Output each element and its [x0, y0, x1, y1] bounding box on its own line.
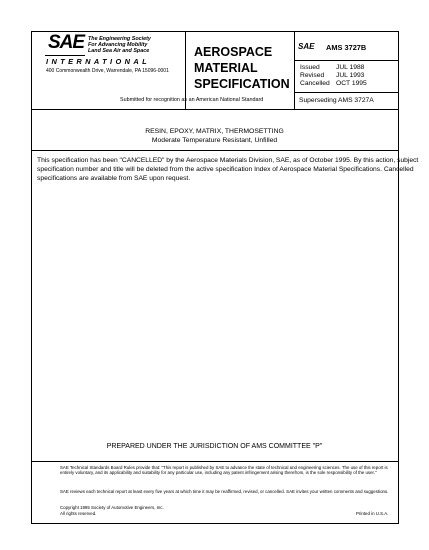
sae-address: 400 Commonwealth Drive, Warrendale, PA 15096-0001	[46, 68, 169, 74]
printed-in: Printed in U.S.A.	[356, 511, 389, 516]
tagline-2: For Advancing Mobility	[88, 42, 148, 48]
spec-title-line-2: Moderate Temperature Resistant, Unfilled	[151, 137, 278, 144]
spec-number-rule	[294, 60, 399, 61]
submitted-note: Submitted for recognition as an American National Standard	[120, 97, 264, 103]
issued-date: JUL 1988	[336, 64, 365, 71]
title-bottom-rule	[31, 150, 399, 151]
tagline-1: The Engineering Society	[88, 36, 151, 42]
spec-title-line-1: RESIN, EPOXY, MATRIX, THERMOSETTING	[145, 128, 284, 135]
doc-type-line-2: MATERIAL	[194, 61, 258, 75]
copyright-line-2: All rights reserved.	[60, 511, 97, 516]
tagline-3: Land Sea Air and Space	[88, 48, 150, 54]
small-sae-logo: SAE	[298, 42, 315, 51]
header-divider-right	[294, 31, 295, 109]
cancelled-label: Cancelled	[300, 80, 330, 87]
revised-date: JUL 1993	[336, 72, 365, 79]
international-label: INTERNATIONAL	[46, 57, 151, 66]
spec-number: AMS 3727B	[326, 43, 367, 52]
fine-print-review: SAE reviews each technical report at least every five years at which time it may be reaffirmed, revised, or cancelled. SAE invites your written comments and suggestions.	[60, 489, 389, 494]
fine-print-rules: SAE Technical Standards Board Rules provide that: "This report is published by SAE to advance the state of technical and engineering sciences. The use of this report is entirely voluntary, and its applicability and suitability for any particular use, including any patent infringement arising therefrom, is the sole responsibility of the user."	[60, 465, 388, 476]
jurisdiction-statement: PREPARED UNDER THE JURISDICTION OF AMS COMMITTEE "P"	[106, 443, 323, 450]
copyright-line-1: Copyright 1995 Society of Automotive Engineers, Inc.	[60, 505, 164, 510]
header-bottom-rule	[31, 109, 399, 110]
cancellation-paragraph: This specification has been "CANCELLED" by the Aerospace Materials Division, SAE, as of October 1995. By this action, subject specification number and title will be deleted from the active specification Index of Aerospace Material Specifications. Cancelled specifications are available from SAE upon request.	[37, 157, 419, 182]
doc-type-line-3: SPECIFICATION	[194, 77, 290, 91]
cancelled-date: OCT 1995	[336, 80, 367, 87]
sae-logo: SAE	[48, 32, 85, 53]
doc-type-line-1: AEROSPACE	[194, 45, 273, 59]
superseding-note: Superseding AMS 3727A	[299, 97, 374, 104]
logo-rule	[45, 55, 85, 56]
revised-label: Revised	[300, 72, 325, 79]
issued-label: Issued	[300, 64, 320, 71]
footer-top-rule	[31, 461, 399, 462]
dates-rule	[294, 92, 399, 93]
